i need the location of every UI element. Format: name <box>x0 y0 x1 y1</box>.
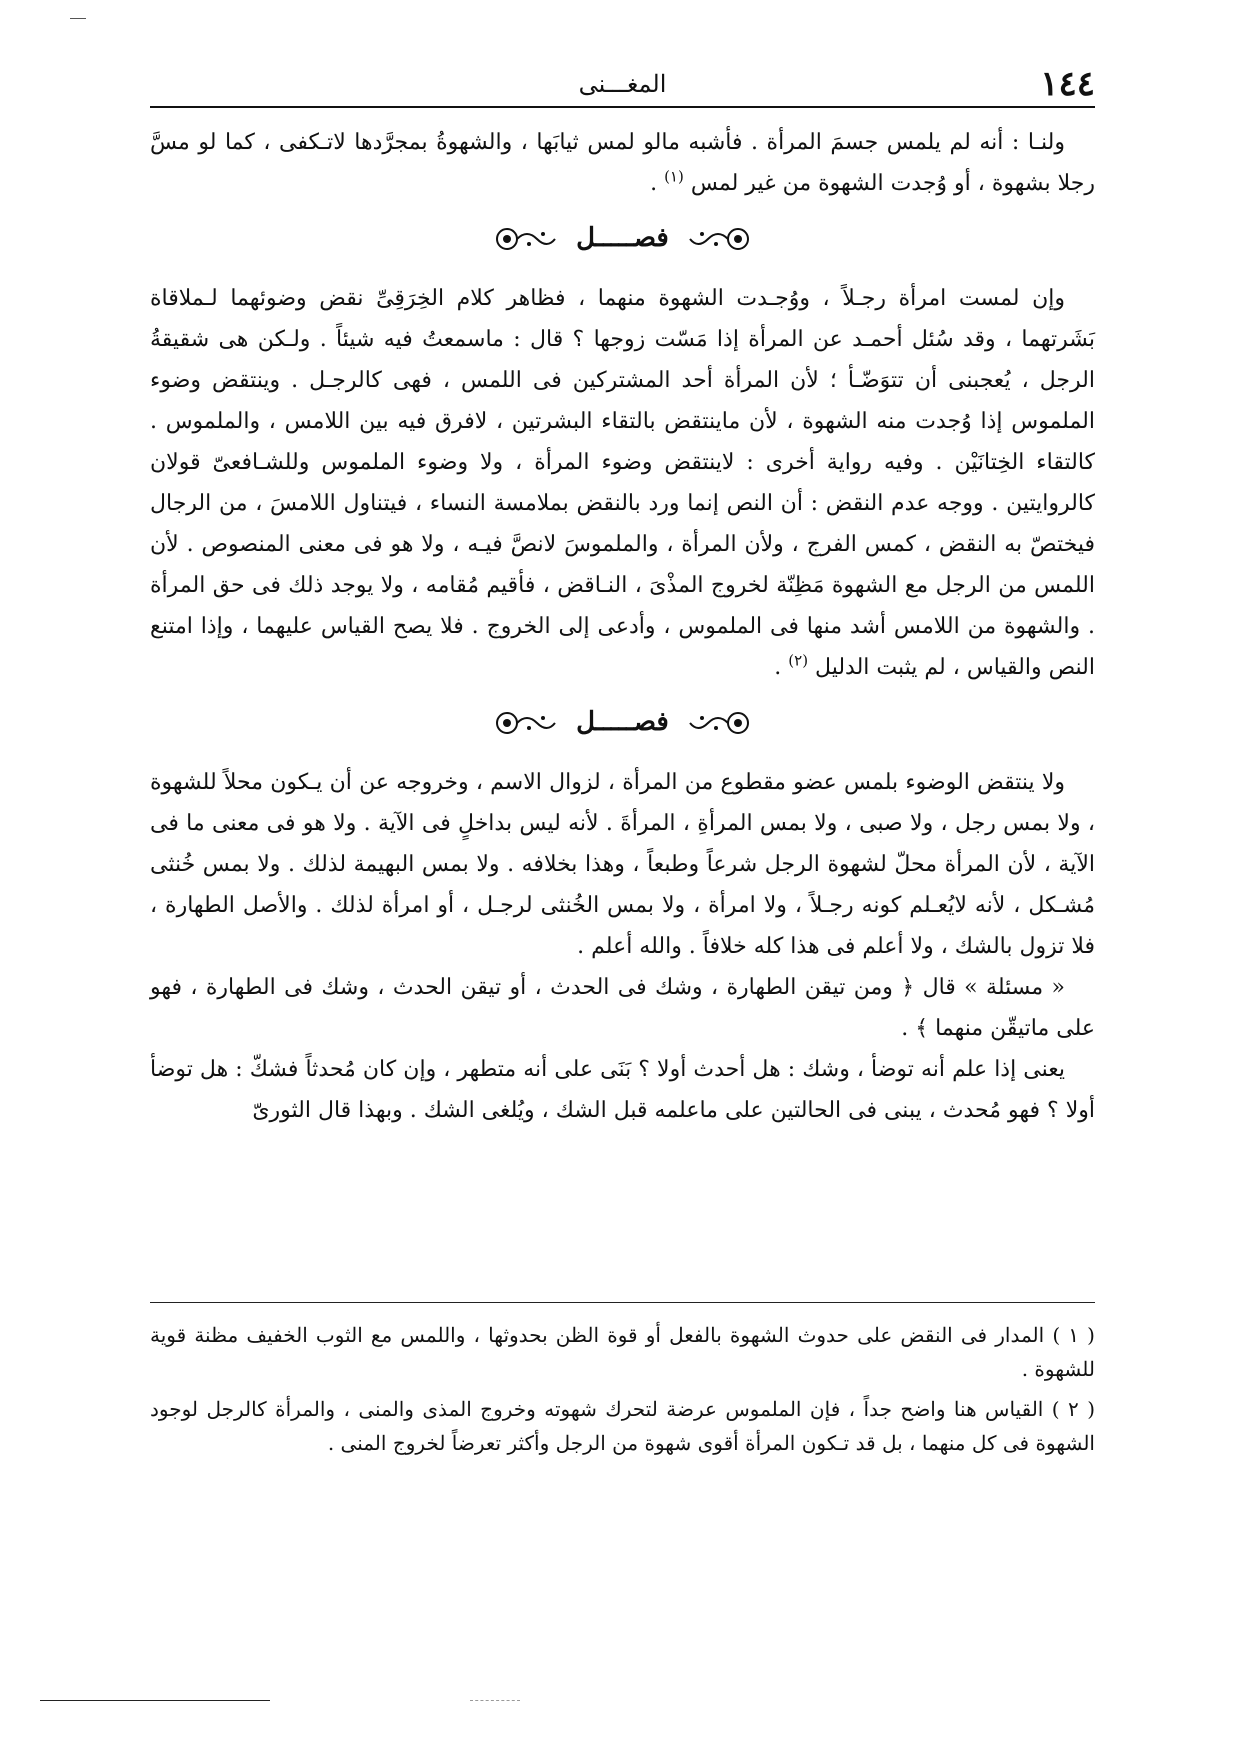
ornament-icon <box>487 224 557 254</box>
ornament-icon <box>688 708 758 738</box>
bottom-rule <box>40 1700 270 1701</box>
scan-mark <box>70 18 86 19</box>
ornament-icon <box>487 708 557 738</box>
paragraph: ولا ينتقض الوضوء بلمس عضو مقطوع من المرأة ، لزوال الاسم ، وخروجه عن أن يـكون محلاً للشهوة ، ولا بمس رجل ، ولا صبى ، ولا بمس المرأةِ ، المرأةَ . لأنه ليس بداخلٍ فى الآية . ولا هو فى معنى ما فى الآية ، لأن المرأة محلّ لشهوة الرجل شرعاً وطبعاً ، وهذا بخلافه . ولا بمس البهيمة لذلك . ولا بمس خُنثى مُشـكل ، لأنه لايُعـلم كونه رجـلاً ، ولا امرأة ، ولا بمس الخُنثى لرجـل ، أو امرأة لذلك . والأصل الطهارة ، فلا تزول بالشك ، ولا أعلم فى هذا كله خلافاً . والله أعلم . <box>150 770 1095 959</box>
paragraph: ولنـا : أنه لم يلمس جسمَ المرأة . فأشبه مالو لمس ثيابَها ، والشهوةُ بمجرَّدها لاتـكفى ، كما لو مسَّ رجلا بشهوة ، أو وُجدت الشهوة من غير لمس $^{(١)}$ . <box>150 130 1095 196</box>
paragraph: وإن لمست امرأة رجـلاً ، ووُجـدت الشهوة منهما ، فظاهر كلام الخِرَقِىِّ نقض وضوئهما لـملاقاة بَشَرتهما ، وقد سُئل أحمـد عن المرأة إذا مَسّت زوجها ؟ قال : ماسمعتُ فيه شيئاً . ولـكن هى شقيقةُ الرجل ، يُعجبنى أن تتوَضّـأ ؛ لأن المرأة أحد المشتركين فى اللمس ، فهى كالرجـل . وينتقض وضوء الملموس إذا وُجدت منه الشهوة ، لأن ماينتقض بالتقاء البشرتين ، لافرق فيه بين اللامس ، والملموس . كالتقاء الخِتانَيْن . وفيه رواية أخرى : لاينتقض وضوء المرأة ، ولا وضوء الملموس وللشـافعىّ قولان كالروايتين . ووجه عدم النقض : أن النص إنما ورد بالنقض بملامسة النساء ، فيتناول اللامسَ ، من الرجال فيختصّ به النقض ، كمس الفرج ، ولأن المرأة ، والملموسَ لانصَّ فيـه ، ولا هو فى معنى المنصوص . لأن اللمس من الرجل مع الشهوة مَظِنّة لخروج المذْىَ ، النـاقض ، فأقيم مُقامه ، ولا يوجد ذلك فى حق المرأة . والشهوة من اللامس أشد منها فى الملموس ، وأدعى إلى الخروج . فلا يصح القياس عليهما ، وإذا امتنع النص والقياس ، لم يثبت الدليل $^{(٢)}$ . <box>150 286 1096 680</box>
header-rule <box>150 106 1095 108</box>
page-header <box>150 62 1095 104</box>
paragraph-text: وإن لمست امرأة رجـلاً ، ووُجـدت الشهوة منهما ، فظاهر كلام الخِرَقِىِّ نقض وضوئهما لـملاقاة بَشَرتهما ، وقد سُئل أحمـد عن المرأة إذا مَسّت زوجها ؟ قال : ماسمعتُ فيه شيئاً . ولـكن هى شقيقةُ الرجل ، يُعجبنى أن تتوَضّـأ ؛ لأن المرأة أحد المشتركين فى اللمس ، فهى كالرجـل . وينتقض وضوء الملموس إذا وُجدت منه الشهوة ، لأن ماينتقض بالتقاء البشرتين ، لافرق فيه بين اللامس ، والملموس . كالتقاء الخِتانَيْن . وفيه رواية أخرى : لاينتقض وضوء المرأة ، ولا وضوء الملموس وللشـافعىّ قولان كالروايتين . ووجه عدم النقض : أن النص إنما ورد بالنقض بملامسة النساء ، فيتناول اللامسَ ، من الرجال فيختصّ به النقض ، كمس الفرج ، ولأن المرأة ، والملموسَ لانصَّ فيـه ، ولا هو فى معنى المنصوص . لأن اللمس من الرجل مع الشهوة مَظِنّة لخروج المذْىَ ، النـاقض ، فأقيم مُقامه ، ولا يوجد ذلك فى حق المرأة . والشهوة من اللامس أشد منها فى الملموس ، وأدعى إلى الخروج . فلا يصح القياس عليهما ، وإذا امتنع النص والقياس ، لم يثبت الدليل <box>150 286 1096 680</box>
paragraph: « مسئلة » قال ﴿ ومن تيقن الطهارة ، وشك فى الحدث ، أو تيقن الحدث ، وشك فى الطهارة ، فهو على ماتيقّن منهما ﴾ . <box>150 975 1095 1041</box>
footnote-ref-1: (١) <box>664 167 684 186</box>
section-heading <box>150 698 1095 746</box>
footnote-2: ( ٢ ) القياس هنا واضح جداً ، فإن الملموس عرضة لتحرك شهوته وخروج المذى والمنى ، والمرأة كالرجل لوجود الشهوة فى كل منهما ، بل قد تـكون المرأة أقوى شهوة من الرجل وأكثر تعرضاً لخروج المنى . <box>150 1397 1095 1455</box>
page-number: ١٤٤ <box>1040 64 1095 104</box>
bottom-dash <box>470 1700 520 1701</box>
section-heading <box>150 214 1095 262</box>
running-title: المغـــنى <box>578 70 667 98</box>
paragraph: يعنى إذا علم أنه توضأ ، وشك : هل أحدث أولا ؟ بَنَى على أنه متطهر ، وإن كان مُحدثاً فشكّ : هل توضأ أولا ؟ فهو مُحدث ، يبنى فى الحالتين على ماعلمه قبل الشك ، ويُلغى الشك . وبهذا قال الثورىّ <box>150 1057 1095 1123</box>
main-text <box>150 122 1095 1131</box>
paragraph-text: ولنـا : أنه لم يلمس جسمَ المرأة . فأشبه مالو لمس ثيابَها ، والشهوةُ بمجرَّدها لاتـكفى ، كما لو مسَّ رجلا بشهوة ، أو وُجدت الشهوة من غير لمس <box>150 130 1095 196</box>
footnote-1: ( ١ ) المدار فى النقض على حدوث الشهوة بالفعل أو قوة الظن بحدوثها ، واللمس مع الثوب الخفيف مظنة قوية للشهوة . <box>150 1323 1095 1381</box>
footnote-rule <box>150 1302 1095 1303</box>
section-title: فصـــــل <box>576 707 669 737</box>
footnote-ref-2: (٢) <box>788 651 809 670</box>
section-title: فصـــــل <box>576 223 669 253</box>
ornament-icon <box>688 224 758 254</box>
